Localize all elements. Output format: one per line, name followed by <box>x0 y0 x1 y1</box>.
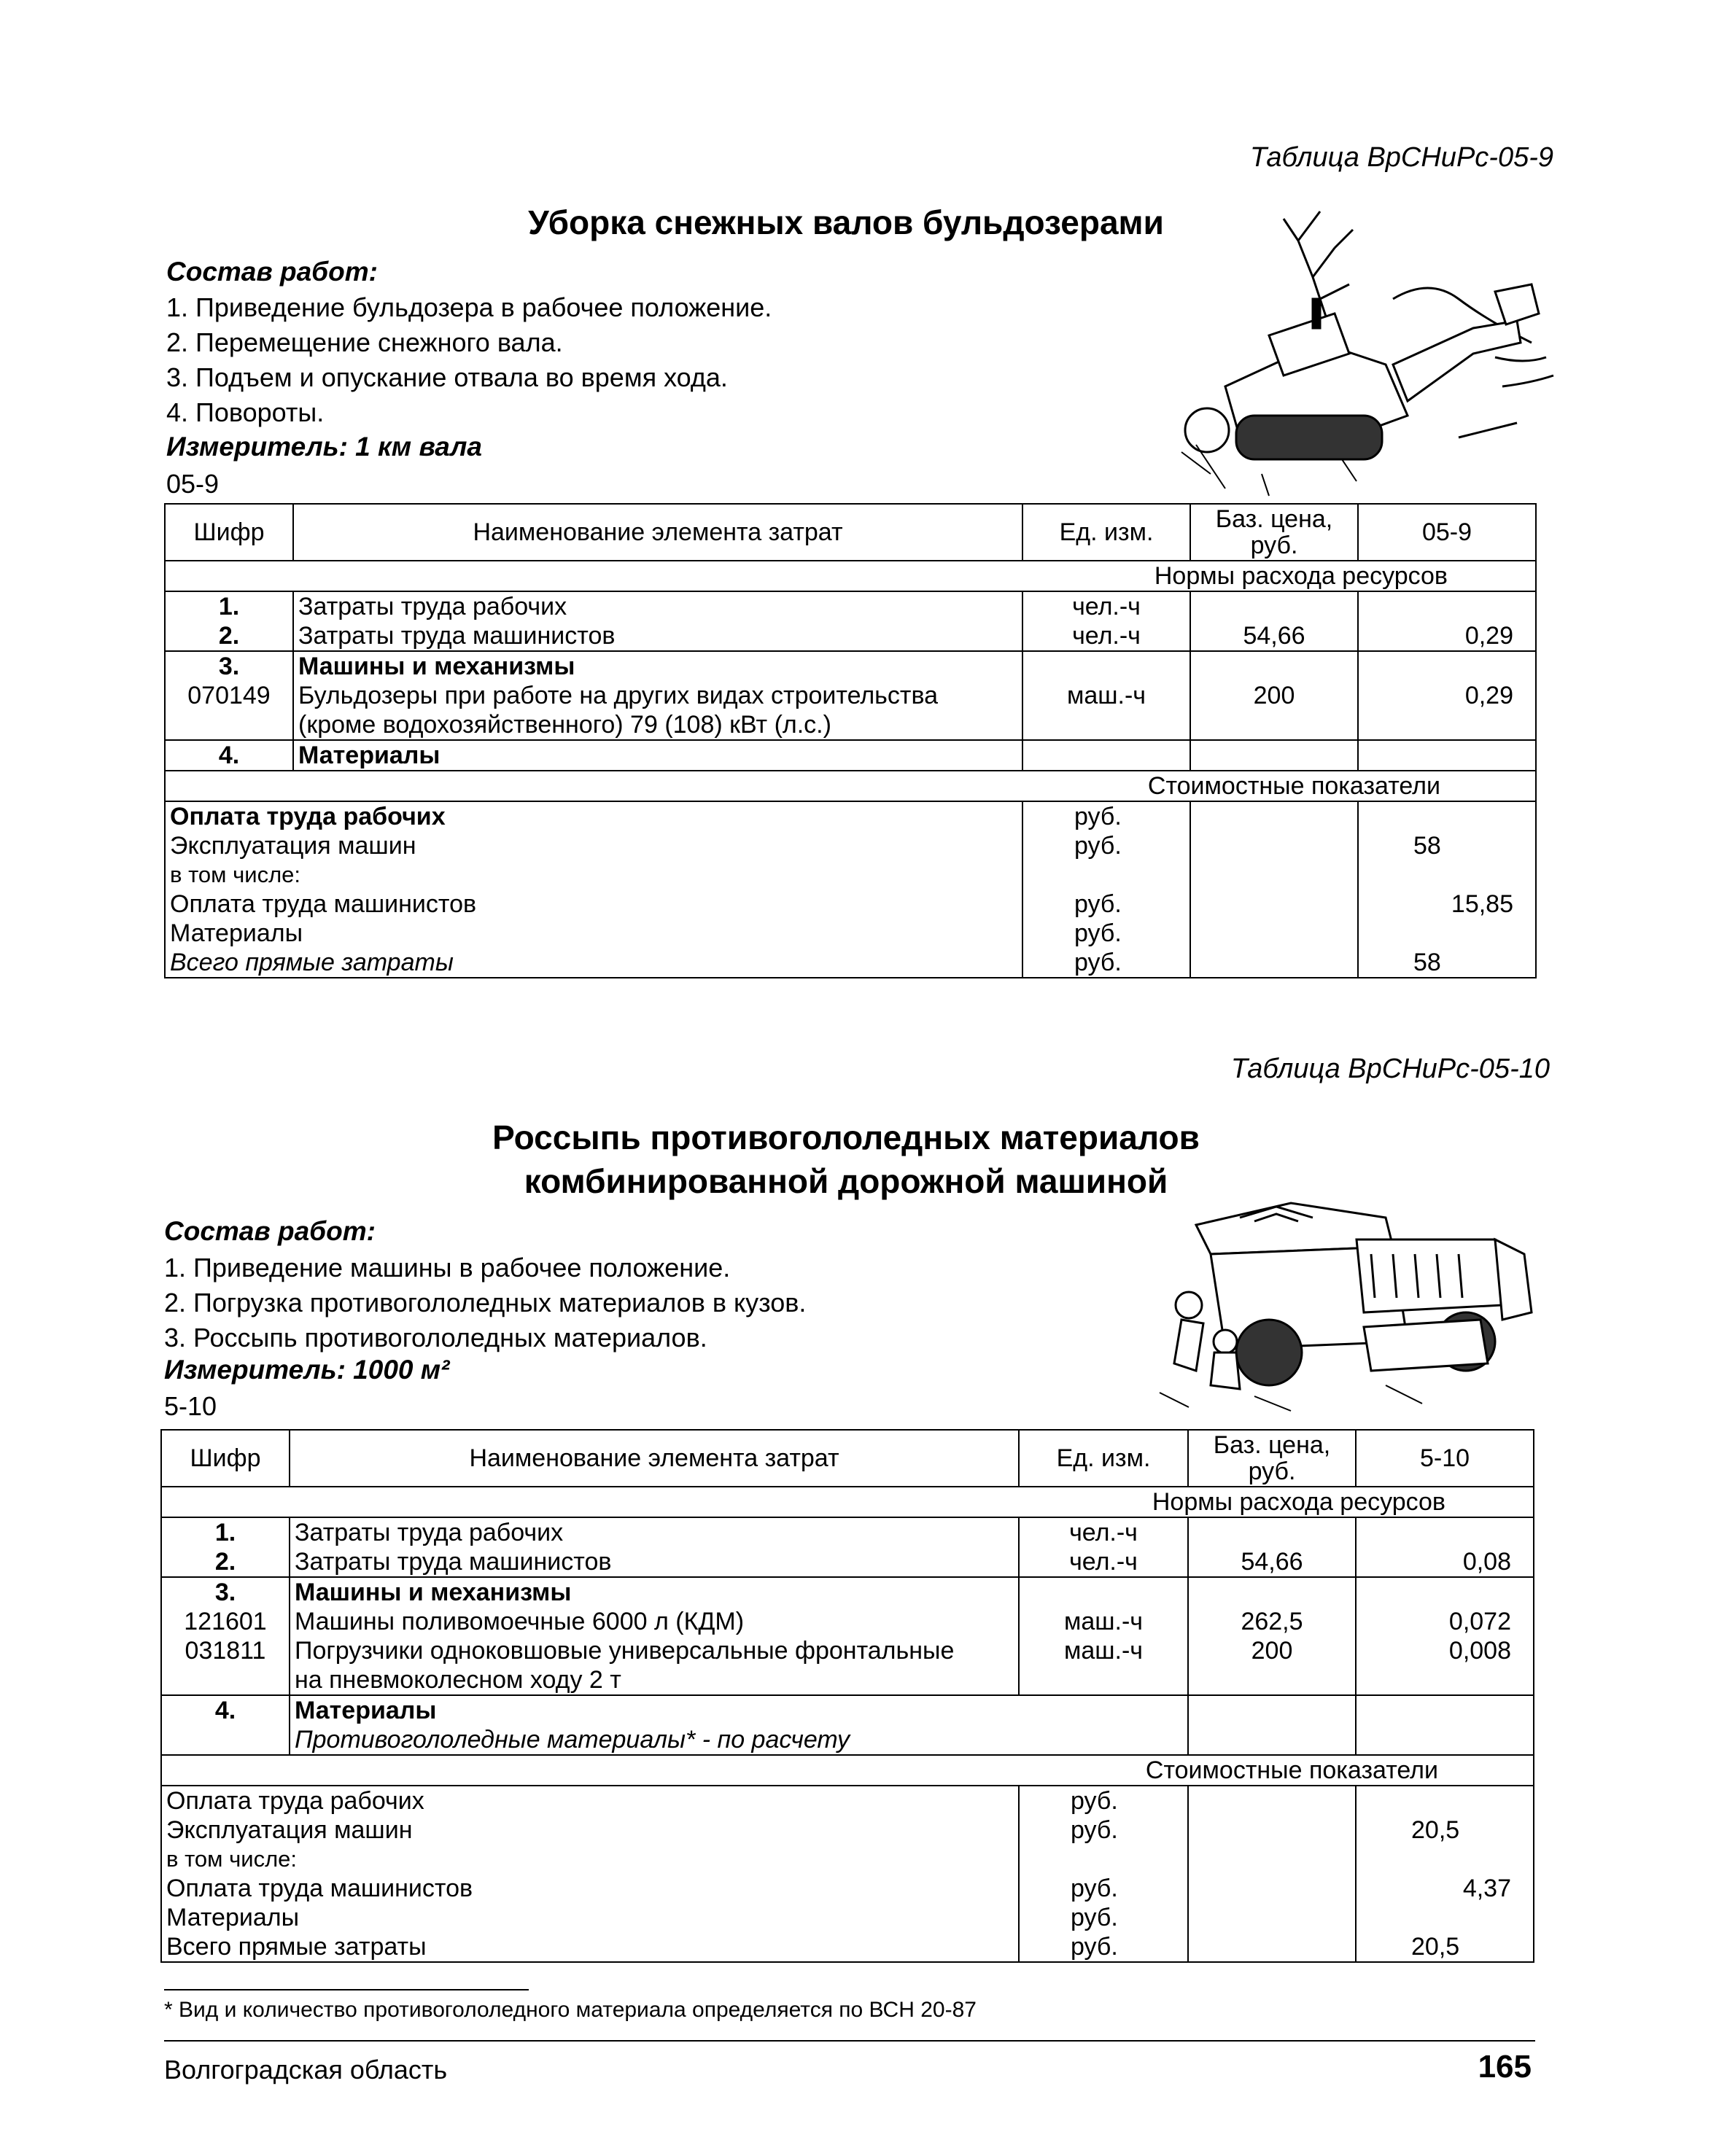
cell-unit: руб. <box>1019 1786 1188 1816</box>
table-row <box>161 1487 1534 1517</box>
cell-unit: руб. <box>1022 948 1190 978</box>
cell-name: Затраты труда машинистов <box>293 621 1022 651</box>
cell-value: 0,008 <box>1356 1636 1534 1695</box>
cell-unit: чел.-ч <box>1019 1517 1188 1547</box>
cell-num: 121601 <box>161 1607 290 1636</box>
cell-value <box>1358 591 1536 621</box>
cell-value: 58 <box>1358 831 1536 860</box>
table-row <box>165 771 1536 801</box>
table-row <box>165 651 1536 681</box>
cell-value <box>1356 1695 1534 1755</box>
work-item: 4. Повороты. <box>166 397 325 427</box>
col-header-name: Наименование элемента затрат <box>290 1430 1019 1487</box>
work-item: 2. Погрузка противогололедных материалов в кузов. <box>164 1288 807 1318</box>
work-item: 1. Приведение бульдозера в рабочее положение. <box>166 292 772 322</box>
cell-price <box>1190 651 1358 681</box>
cell-value: 0,29 <box>1358 681 1536 740</box>
cost-subheader: Стоимостные показатели <box>161 1755 1534 1786</box>
cell-value <box>1358 860 1536 890</box>
cell-unit: руб. <box>1019 1903 1188 1932</box>
col-header-code: 5-10 <box>1356 1430 1534 1487</box>
cell-name: Затраты труда рабочих <box>293 591 1022 621</box>
table-row <box>165 801 1536 831</box>
izmeritel-2: Измеритель: 1000 м² <box>164 1355 450 1385</box>
cell-price <box>1188 1517 1356 1547</box>
table-row <box>161 1755 1534 1786</box>
cell-unit <box>1019 1845 1188 1874</box>
norms-subheader: Нормы расхода ресурсов <box>161 1487 1534 1517</box>
cell-value <box>1358 919 1536 948</box>
cell-value <box>1358 801 1536 831</box>
col-header-name: Наименование элемента затрат <box>293 504 1022 561</box>
sostav-label-2: Состав работ: <box>164 1216 376 1246</box>
cell-price <box>1190 801 1358 978</box>
footer-rule <box>164 2040 1535 2042</box>
cell-num: 2. <box>165 621 293 651</box>
cell-num: 4. <box>161 1695 290 1755</box>
table-header <box>165 504 1536 561</box>
cell-unit <box>1022 651 1190 681</box>
work-item: 3. Россыпь противогололедных материалов. <box>164 1323 707 1353</box>
cell-name: Машины и механизмы <box>293 651 1022 681</box>
col-header-price: Баз. цена, руб. <box>1188 1430 1356 1487</box>
cell-price: 54,66 <box>1188 1547 1356 1577</box>
cell-name: Затраты труда рабочих <box>290 1517 1019 1547</box>
cell-price: 200 <box>1190 681 1358 740</box>
cell-price <box>1188 1577 1356 1607</box>
cell-num: 3. <box>165 651 293 681</box>
cell-name: Оплата труда машинистов <box>161 1874 1019 1903</box>
cell-value: 20,5 <box>1356 1932 1534 1962</box>
table-row <box>165 621 1536 651</box>
cell-price: 200 <box>1188 1636 1356 1695</box>
table-row <box>161 1547 1534 1577</box>
cell-name: Всего прямые затраты <box>165 948 1022 978</box>
cell-name: в том числе: <box>161 1845 1019 1874</box>
table-row <box>165 681 1536 740</box>
table-label-1: Таблица ВрСНиРс-05-9 <box>1249 142 1553 173</box>
cell-name: Машины и механизмы <box>290 1577 1019 1607</box>
cell-unit: руб. <box>1022 801 1190 831</box>
col-header-unit: Ед. изм. <box>1022 504 1190 561</box>
cell-value <box>1356 1903 1534 1932</box>
norms-table-1 <box>164 503 1537 978</box>
cell-value: 15,85 <box>1358 890 1536 919</box>
work-list-2 <box>164 1250 806 1355</box>
cell-name: Материалы Противогололедные материалы* - по расчету <box>290 1695 1188 1755</box>
sostav-label-1: Состав работ: <box>166 257 378 287</box>
cell-unit: чел.-ч <box>1022 591 1190 621</box>
cell-unit: руб. <box>1022 919 1190 948</box>
footnote-rule <box>164 1989 529 1990</box>
cell-value <box>1356 1577 1534 1607</box>
section-title-2-line2: комбинированной дорожной машиной <box>524 1162 1168 1200</box>
cell-price: 262,5 <box>1188 1607 1356 1636</box>
table-label-2: Таблица ВрСНиРс-05-10 <box>1230 1054 1550 1084</box>
cell-value: 0,29 <box>1358 621 1536 651</box>
table-header <box>161 1430 1534 1487</box>
cell-name: Машины поливомоечные 6000 л (КДМ) <box>290 1607 1019 1636</box>
cell-name: Эксплуатация машин <box>165 831 1022 860</box>
cell-name: Всего прямые затраты <box>161 1932 1019 1962</box>
page-number: 165 <box>1478 2049 1532 2085</box>
cell-name: Оплата труда рабочих <box>161 1786 1019 1816</box>
table-row <box>161 1786 1534 1816</box>
norms-table-2 <box>160 1429 1534 1963</box>
footnote: * Вид и количество противогололедного материала определяется по ВСН 20-87 <box>164 1998 977 2022</box>
cell-value <box>1356 1845 1534 1874</box>
work-list-1 <box>166 290 772 430</box>
cell-name: Затраты труда машинистов <box>290 1547 1019 1577</box>
izmeritel-1: Измеритель: 1 км вала <box>166 432 482 462</box>
cell-num: 2. <box>161 1547 290 1577</box>
cell-price: 54,66 <box>1190 621 1358 651</box>
norms-subheader: Нормы расхода ресурсов <box>165 561 1536 591</box>
cell-unit <box>1019 1577 1188 1607</box>
cell-unit: маш.-ч <box>1022 681 1190 740</box>
cell-name: Эксплуатация машин <box>161 1816 1019 1845</box>
road-machine-illustration <box>1145 1196 1546 1414</box>
cell-unit <box>1022 740 1190 771</box>
cell-name: Оплата труда рабочих <box>165 801 1022 831</box>
code-1: 05-9 <box>166 469 220 499</box>
col-header-unit: Ед. изм. <box>1019 1430 1188 1487</box>
col-header-shifr: Шифр <box>161 1430 290 1487</box>
cell-num: 1. <box>165 591 293 621</box>
cell-value: 0,08 <box>1356 1547 1534 1577</box>
cell-value <box>1358 651 1536 681</box>
cell-unit: чел.-ч <box>1019 1547 1188 1577</box>
bulldozer-illustration <box>1152 197 1561 503</box>
work-item: 2. Перемещение снежного вала. <box>166 327 563 357</box>
cell-name: Погрузчики одноковшовые универсальные фронтальные на пневмоколесном ходу 2 т <box>290 1636 1019 1695</box>
cell-name: Материалы <box>293 740 1022 771</box>
table-row <box>161 1517 1534 1547</box>
code-2: 5-10 <box>164 1391 217 1421</box>
cell-value: 20,5 <box>1356 1816 1534 1845</box>
cell-name: Оплата труда машинистов <box>165 890 1022 919</box>
cell-unit: чел.-ч <box>1022 621 1190 651</box>
cell-value: 0,072 <box>1356 1607 1534 1636</box>
cell-unit <box>1022 860 1190 890</box>
cell-name: Материалы <box>165 919 1022 948</box>
cell-price <box>1188 1786 1356 1962</box>
cell-value <box>1358 740 1536 771</box>
cell-value <box>1356 1517 1534 1547</box>
cell-value <box>1356 1786 1534 1816</box>
cell-unit: руб. <box>1019 1874 1188 1903</box>
cell-unit: маш.-ч <box>1019 1607 1188 1636</box>
cell-value: 58 <box>1358 948 1536 978</box>
table-row <box>161 1695 1534 1755</box>
section-title-2-line1: Россыпь противогололедных материалов <box>492 1118 1200 1156</box>
section-title-1: Уборка снежных валов бульдозерами <box>528 203 1164 241</box>
table-row <box>161 1636 1534 1695</box>
work-item: 1. Приведение машины в рабочее положение. <box>164 1253 731 1283</box>
work-item: 3. Подъем и опускание отвала во время хода. <box>166 362 728 392</box>
cell-price <box>1190 591 1358 621</box>
cell-num: 070149 <box>165 681 293 740</box>
cell-name: в том числе: <box>165 860 1022 890</box>
col-header-code: 05-9 <box>1358 504 1536 561</box>
cell-name: Материалы <box>161 1903 1019 1932</box>
cell-unit: руб. <box>1019 1816 1188 1845</box>
cell-price <box>1190 740 1358 771</box>
cell-unit: руб. <box>1022 890 1190 919</box>
table-row <box>165 591 1536 621</box>
cell-value: 4,37 <box>1356 1874 1534 1903</box>
section-title-2 <box>335 1116 1357 1203</box>
cell-unit: маш.-ч <box>1019 1636 1188 1695</box>
col-header-price: Баз. цена, руб. <box>1190 504 1358 561</box>
footer-region: Волгоградская область <box>164 2055 448 2085</box>
cell-num: 3. <box>161 1577 290 1607</box>
cell-price <box>1188 1695 1356 1755</box>
cell-name: Бульдозеры при работе на других видах строительства (кроме водохозяйственного) 79 (108) кВт (л.с.) <box>293 681 1022 740</box>
cost-subheader: Стоимостные показатели <box>165 771 1536 801</box>
cell-num: 031811 <box>161 1636 290 1695</box>
table-row <box>165 561 1536 591</box>
cell-unit: руб. <box>1019 1932 1188 1962</box>
table-row <box>161 1577 1534 1607</box>
cell-num: 4. <box>165 740 293 771</box>
table-row <box>165 740 1536 771</box>
table-row <box>161 1607 1534 1636</box>
cell-unit: руб. <box>1022 831 1190 860</box>
cell-num: 1. <box>161 1517 290 1547</box>
col-header-shifr: Шифр <box>165 504 293 561</box>
